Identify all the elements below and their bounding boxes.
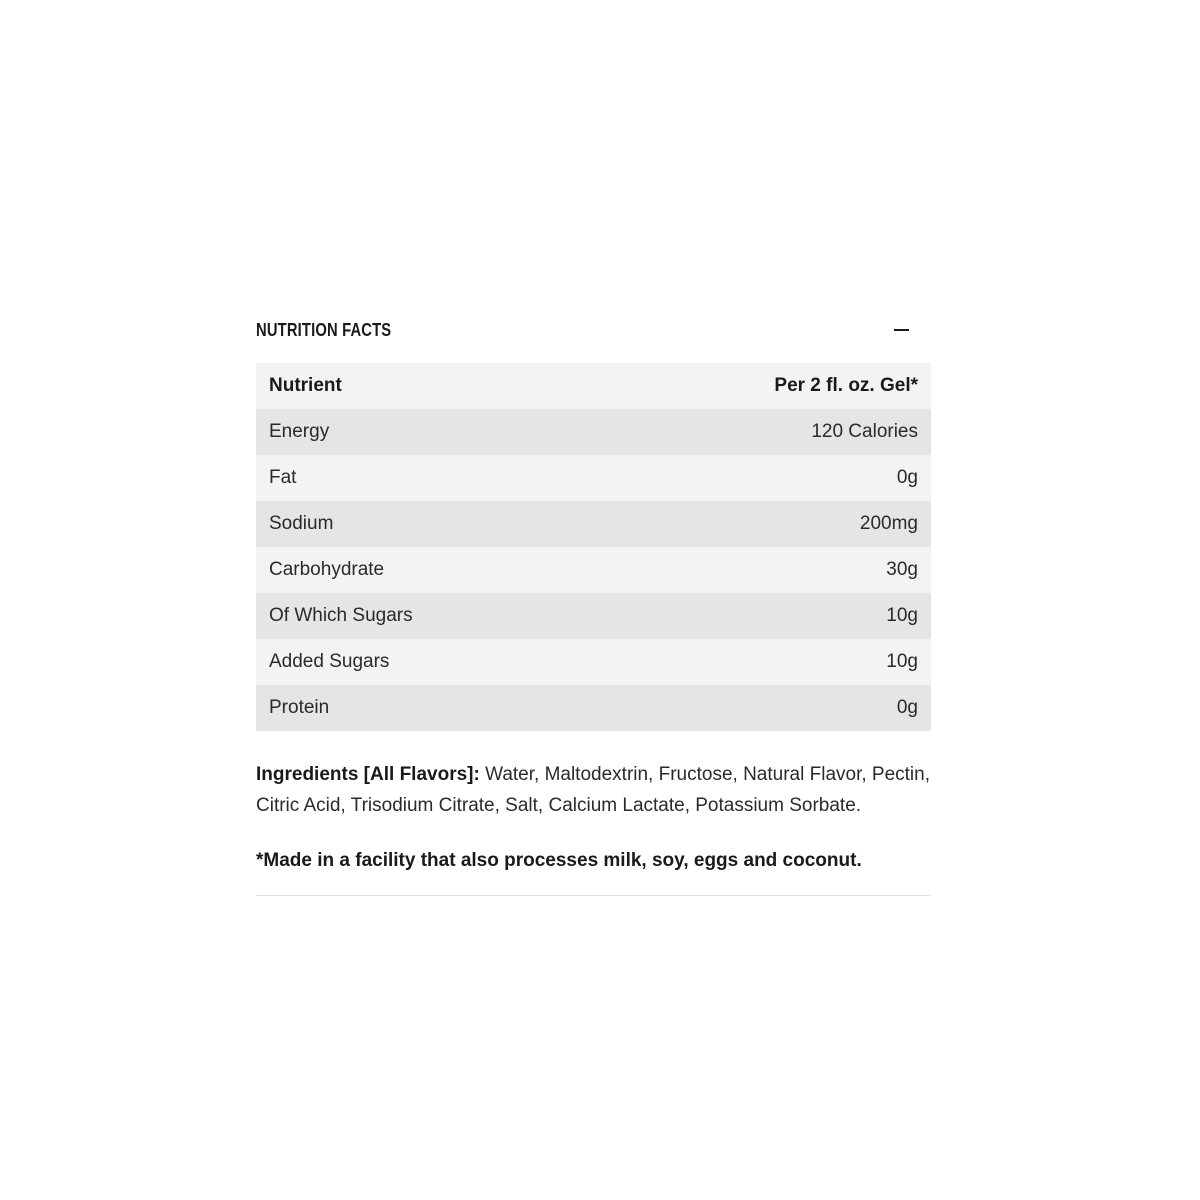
allergen-note: *Made in a facility that also processes milk, soy, eggs and coconut. [256, 850, 862, 871]
nutrition-facts-panel [256, 312, 931, 896]
table-row [256, 409, 931, 455]
nutrient-name: Fat [256, 455, 594, 501]
nutrient-amount: 10g [594, 639, 932, 685]
ingredients-paragraph [256, 759, 931, 821]
nutrient-amount: 0g [594, 685, 932, 731]
nutrient-amount: 0g [594, 455, 932, 501]
table-row [256, 639, 931, 685]
minus-icon [894, 329, 909, 331]
nutrient-amount: 200mg [594, 501, 932, 547]
column-header-nutrient: Nutrient [256, 363, 594, 409]
nutrient-name: Carbohydrate [256, 547, 594, 593]
section-title: NUTRITION FACTS [256, 319, 392, 340]
column-header-amount: Per 2 fl. oz. Gel* [594, 363, 932, 409]
table-header-row [256, 363, 931, 409]
nutrient-name: Of Which Sugars [256, 593, 594, 639]
collapse-toggle-button[interactable] [871, 312, 931, 348]
table-row [256, 455, 931, 501]
nutrient-name: Protein [256, 685, 594, 731]
nutrition-facts-header[interactable] [256, 312, 931, 348]
nutrient-name: Added Sugars [256, 639, 594, 685]
nutrient-amount: 120 Calories [594, 409, 932, 455]
nutrient-amount: 30g [594, 547, 932, 593]
nutrient-amount: 10g [594, 593, 932, 639]
nutrition-table [256, 363, 931, 731]
nutrient-name: Sodium [256, 501, 594, 547]
nutrient-name: Energy [256, 409, 594, 455]
table-row [256, 685, 931, 731]
table-row [256, 547, 931, 593]
table-row [256, 501, 931, 547]
ingredients-text: Water, Maltodextrin, Fructose, Natural Flavor, Pectin, Citric Acid, Trisodium Citrate, Salt, Calcium Lactate, Potassium Sorbate. [256, 764, 930, 816]
table-row [256, 593, 931, 639]
section-divider [256, 895, 931, 896]
ingredients-label: Ingredients [All Flavors]: [256, 764, 480, 785]
